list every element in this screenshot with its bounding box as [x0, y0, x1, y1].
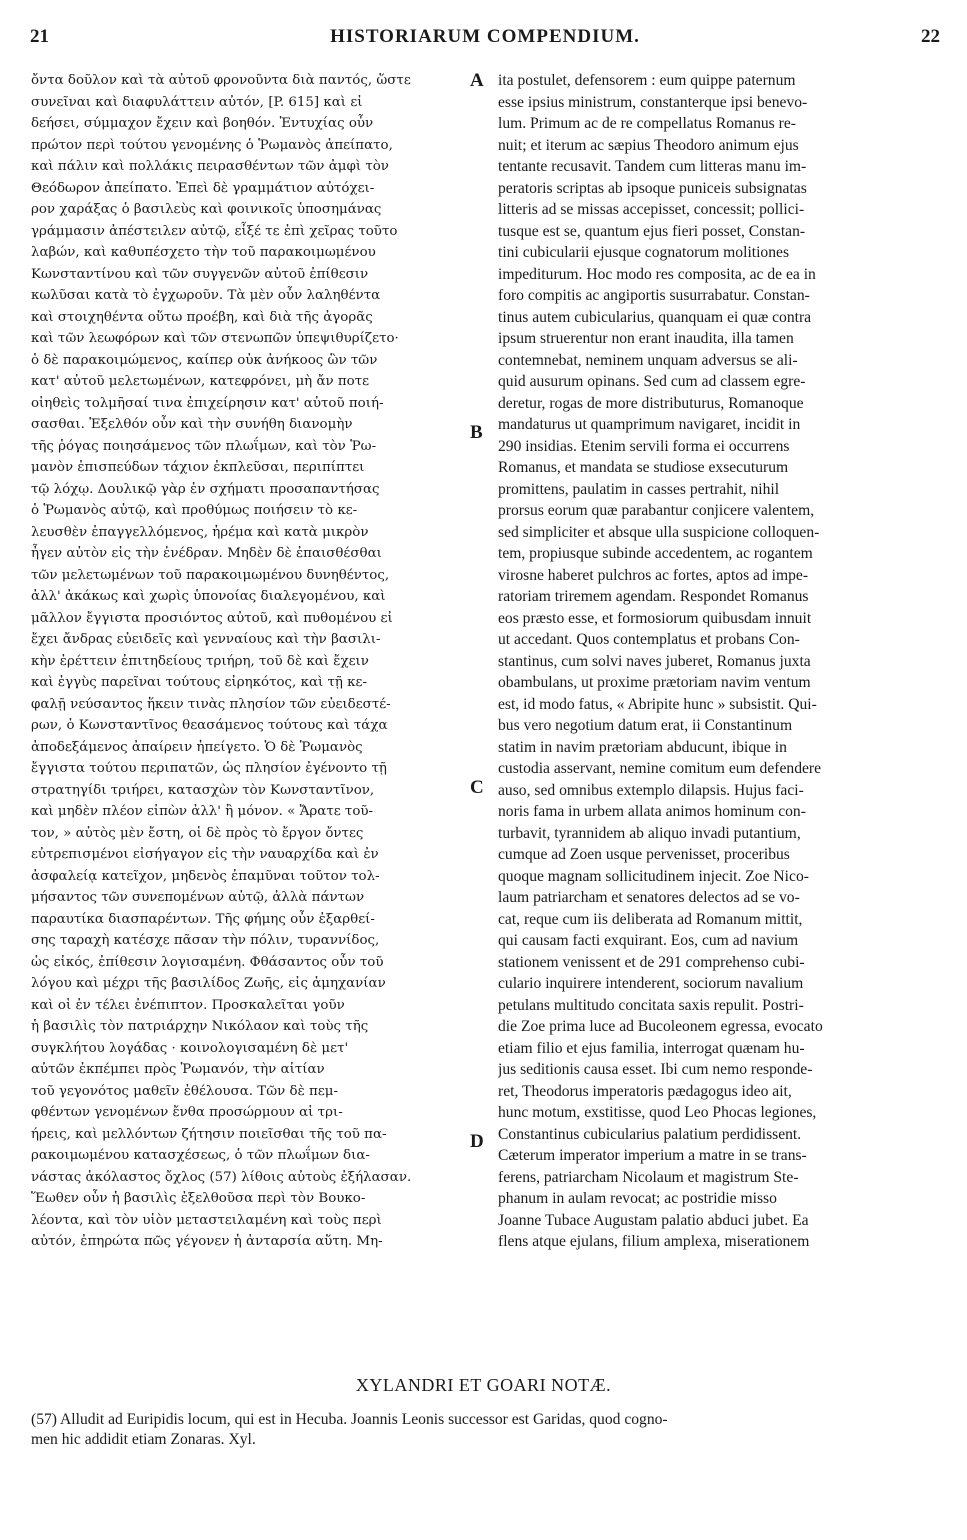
page-number-right: 22	[921, 26, 940, 47]
greek-text-line: παραυτίκα διασπαρέντων. Τῆς φήμης οὖν ἐξαρθεί-	[31, 911, 375, 927]
latin-text-line: mandaturus ut quamprimum navigaret, incidit in	[498, 416, 801, 433]
latin-text-line: phanum in aulam revocat; ac postridie misso	[498, 1190, 777, 1207]
greek-text-line: ρων, ὁ Κωνσταντῖνος θεασάμενος τούτους καὶ τάχα	[31, 718, 388, 733]
greek-text-line: ἔχει ἄνδρας εὐειδεῖς καὶ γενναίους καὶ τὴν βασιλι-	[31, 632, 381, 647]
greek-text-line: φαλῇ νεύσαντος ἥκειν τινὰς πλησίον τῶν εὐειδεστέ-	[31, 696, 391, 712]
greek-text-line: καὶ μηδὲν πλέον εἰπὼν ἀλλ' ἢ μόνον. « Ἄρατε τοῦ-	[31, 804, 374, 819]
latin-text-line: turbavit, tyrannidem ab aliquo invadi putantium,	[498, 824, 801, 842]
notes-heading: XYLANDRI ET GOARI NOTÆ.	[355, 1375, 612, 1395]
greek-text-line: ρακοιμωμένου κατασχέσεως, ὁ τῶν πλωΐμων δια-	[31, 1148, 370, 1163]
greek-text-line: ἔγγιστα τούτου περιπατῶν, ὡς πλησίον ἐγένοντο τῇ	[31, 761, 387, 776]
latin-text-line: stationem venissent et de 291 comprehenso cubi-	[498, 953, 805, 971]
greek-text-line: κωλῦσαι κατὰ τὸ ἐγχωροῦν. Τὰ μὲν οὖν λαληθέντα	[31, 288, 381, 303]
greek-text-line: μανὸν ἐπισπεύδων τάχιον ἐκπλεῦσαι, περιπίπτει	[31, 460, 365, 475]
greek-text-line: Ἕωθεν οὖν ἡ βασιλὶς ἐξελθοῦσα περὶ τὸν Βουκο-	[31, 1191, 366, 1206]
greek-text-line: καὶ ἐγγὺς παρεῖναι τούτους εἰρηκότος, καὶ τῇ κε-	[31, 675, 368, 690]
latin-text-line: die Zoe prima luce ad Bucoleonem egressa, evocato	[498, 1018, 823, 1035]
latin-text-line: flens atque ejulans, filium amplexa, miserationem	[498, 1233, 810, 1250]
footnote	[31, 1410, 941, 1450]
latin-text-line: impediturum. Hoc modo res composita, ac de ea in	[498, 265, 816, 283]
greek-text-line: μᾶλλον ἔγγιστα προσιόντος αὐτοῦ, καὶ πυθομένου εἰ	[31, 610, 393, 626]
greek-text-line: καὶ στοιχηθέντα οὕτω προέβη, καὶ διὰ τῆς ἀγορᾶς	[31, 309, 373, 325]
greek-text-line: καὶ πάλιν καὶ πολλάκις πειρασθέντων τῶν ἀμφὶ τὸν	[31, 159, 389, 174]
latin-text-line: lum. Primum ac de re compellatus Romanus re-	[498, 115, 796, 132]
greek-text-line: κὴν ἐρέττειν ἐπιτηδείους τριήρη, τοῦ δὲ καὶ ἔχειν	[31, 653, 369, 669]
latin-text-line: laum patriarcham et senatores delectos ad se vo-	[498, 889, 800, 906]
greek-text-line: αὐτόν, ἐπηρώτα πῶς γέγονεν ἡ ἀνταρσία αὕτη. Μη-	[31, 1234, 383, 1249]
greek-text-line: ὡς εἰκός, ἐπίθεσιν λογισαμένη. Φθάσαντος οὖν τοῦ	[31, 954, 384, 970]
latin-text-line: cumque ad Zoen usque pervenisset, proceribus	[498, 846, 790, 863]
latin-text-line: Constantinus cubicularius palatium perdidissent.	[498, 1125, 802, 1143]
greek-text-line: ἀλλ' ἀκάκως καὶ χωρὶς ὑπονοίας διαλεγομένου, καὶ	[31, 589, 386, 604]
running-header	[30, 26, 940, 58]
section-marker-c: C	[470, 777, 484, 798]
latin-text-line: auso, sed omnibus extemplo dilapsis. Hujus faci-	[498, 781, 804, 799]
latin-text-line: bus vero negotium datum erat, ii Constantinum	[498, 717, 793, 734]
greek-text-line: ὄντα δοῦλον καὶ τὰ αὐτοῦ φρονοῦντα διὰ παντός, ὥστε	[31, 73, 411, 88]
latin-text-line: est, id modo fatus, « Abripite hunc » subsistit. Qui-	[498, 695, 817, 713]
latin-text-line: quoque magnam sollicitudinem injecit. Zoe Nico-	[498, 867, 809, 885]
latin-text-line: Romanus, et mandata se studiose exsecuturum	[498, 459, 789, 476]
greek-text-line: λαβών, καὶ καθυπέσχετο τὴν τοῦ παρακοιμωμένου	[31, 245, 376, 260]
latin-text-line: jus seditionis causa esset. Ibi cum nemo responde-	[498, 1061, 813, 1078]
greek-text-line: δεήσει, σύμμαχον ἔχειν καὶ βοηθόν. Ἐντυχίας οὖν	[31, 116, 374, 131]
greek-text-line: γράμμασιν ἀπέστειλεν αὐτῷ, εἶξέ τε ἐπὶ χεῖρας τοῦτο	[31, 223, 398, 239]
running-title: HISTORIARUM COMPENDIUM.	[330, 26, 640, 47]
latin-text-line: peratoris scriptas ab ipsoque puniceis subsignatas	[498, 179, 807, 197]
section-marker-d: D	[470, 1131, 484, 1152]
greek-text-line: ὁ δὲ παρακοιμώμενος, καίπερ οὐκ ἀνήκοος ὢν τῶν	[31, 352, 378, 368]
greek-text-line: συγκλήτου λογάδας · κοινολογισαμένη δὲ μετ'	[31, 1040, 349, 1056]
latin-text-line: stantinus, cum solvi naves juberet, Romanus juxta	[498, 652, 811, 670]
greek-text-line: συνεῖναι καὶ διαφυλάττειν αὐτόν, [P. 615] καὶ εἰ	[31, 94, 363, 110]
greek-text-line: τῆς ῥόγας ποιησάμενος τῶν πλωΐμων, καὶ τὸν Ῥω-	[31, 438, 377, 454]
greek-text-line: εὐτρεπισμένοι εἰσήγαγον εἰς τὴν ναυαρχίδα καὶ ἐν	[31, 847, 379, 862]
greek-text-column	[31, 70, 489, 1253]
latin-text-line: contemnebat, neminem unquam adversus se ali-	[498, 351, 798, 369]
greek-text-line: ἦγεν αὐτὸν εἰς τὴν ἐνέδραν. Μηδὲν δὲ ἐπαισθέσθαι	[31, 546, 382, 561]
latin-text-line: prorsus eorum quæ parabantur conjicere valentem,	[498, 502, 815, 519]
latin-text-line: litteris ad se missas accepisset, concessit; pollici-	[498, 201, 805, 218]
latin-text-line: 290 insidias. Etenim servili forma ei occurrens	[498, 437, 790, 455]
greek-text-line: μήσαντος τῶν συνεπομένων αὐτῷ, ἀλλὰ πάντων	[31, 890, 365, 905]
greek-text-line: σης ταραχὴ κατέσχε πᾶσαν τὴν πόλιν, τυραννίδος,	[31, 933, 380, 948]
greek-text-line: τον, » αὐτὸς μὲν ἔστη, οἱ δὲ πρὸς τὸ ἔργον ὄντες	[31, 825, 364, 841]
greek-text-line: καὶ οἱ ἐν τέλει ἐνέπιπτον. Προσκαλεῖται γοῦν	[31, 997, 345, 1013]
page-number-left: 21	[30, 26, 49, 47]
latin-text-line: esse ipsius ministrum, constanterque ipsi benevo-	[498, 93, 808, 111]
latin-text-line: Cæterum imperator imperium a matre in se trans-	[498, 1147, 807, 1164]
greek-text-line: τῶν μελετωμένων τοῦ παρακοιμωμένου δυνηθέντος,	[31, 567, 390, 583]
latin-text-column	[498, 70, 942, 1253]
latin-text-line: custodia asservant, nemine comitum eum defendere	[498, 760, 822, 777]
latin-text-line: eos præsto esse, et formosiorum quibusdam innuit	[498, 609, 812, 627]
greek-text-line: λέοντα, καὶ τὸν υἱὸν μεταστειλαμένη καὶ τοὺς περὶ	[31, 1212, 382, 1228]
section-marker-b: B	[470, 422, 483, 443]
latin-text-line: sed simpliciter et absque ulla suspicione colloquen-	[498, 523, 820, 541]
greek-text-line: ἡ βασιλὶς τὸν πατριάρχην Νικόλαον καὶ τοὺς τῆς	[31, 1019, 369, 1034]
greek-text-line: ήρεις, καὶ μελλόντων ζήτησιν ποιεῖσθαι τῆς τοῦ πα-	[31, 1126, 387, 1142]
latin-text-line: hunc motum, exstitisse, quod Leo Phocas legiones,	[498, 1104, 817, 1121]
greek-text-line: τοῦ γεγονότος μαθεῖν ἐθέλουσα. Τῶν δὲ πεμ-	[31, 1083, 338, 1099]
latin-text-line: etiam filio et ejus familia, interrogat quænam hu-	[498, 1039, 805, 1057]
section-marker-a: A	[470, 70, 484, 91]
greek-text-line: φθέντων γενομένων ἔνθα προσώρμουν αἱ τρι-	[31, 1105, 343, 1120]
footnote-line: men hic addidit etiam Zonaras. Xyl.	[31, 1431, 256, 1448]
latin-text-line: ret, Theodorus imperatoris pædagogus ideo ait,	[498, 1082, 792, 1100]
latin-text-line: Joanne Tubace Augustam palatio abduci jubet. Ea	[498, 1211, 809, 1229]
latin-text-line: ut accedant. Quos contemplatus et probans Con-	[498, 631, 800, 648]
latin-text-line: ita postulet, defensorem : eum quippe paternum	[498, 72, 796, 89]
greek-text-line: καὶ τῶν λεωφόρων καὶ τῶν στενωπῶν ὑπεψιθυρίζετο·	[31, 331, 399, 346]
latin-text-line: ferens, patriarcham Nicolaum et magistrum Ste-	[498, 1168, 799, 1186]
latin-text-line: obambulans, ut proxime prætoriam navim ventum	[498, 674, 811, 691]
greek-text-line: οἰηθεὶς τολμῆσαί τινα ἐπιχείρησιν κατ' αὐτοῦ ποιή-	[31, 395, 384, 411]
greek-text-line: λευσθὲν ἐπαγγελλόμενος, ἠρέμα καὶ κατὰ μικρὸν	[31, 524, 369, 540]
greek-text-line: αὐτῶν ἐκπέμπει πρὸς Ῥωμανόν, τὴν αἰτίαν	[31, 1062, 325, 1077]
footnote-line: (57) Alludit ad Euripidis locum, qui est in Hecuba. Joannis Leonis successor est Garidas, quod cogno-	[31, 1411, 668, 1428]
latin-text-line: tentante recusavit. Tandem cum litteras manu im-	[498, 158, 807, 175]
latin-text-line: tem, propiusque subinde accedentem, ac rogantem	[498, 545, 813, 562]
greek-text-line: σασθαι. Ἐξελθόν οὖν καὶ τὴν συνήθη διανομὴν	[31, 417, 353, 432]
greek-text-line: λόγου καὶ μέχρι τῆς βασιλίδος Ζωῆς, εἰς ἀμηχανίαν	[31, 976, 386, 991]
greek-text-line: τῷ λόχῳ. Δουλικῷ γὰρ ἐν σχήματι προσαπαντήσας	[31, 481, 380, 497]
latin-text-line: virosne haberet pulchros ac fortes, aptos ad impe-	[498, 566, 809, 584]
latin-text-line: foro compitis ac angiportis susurrabatur. Constan-	[498, 287, 810, 304]
latin-text-line: nuit; et iterum ac sæpius Theodoro animum ejus	[498, 136, 799, 154]
latin-text-line: tinus autem cubicularius, quanquam ei quæ contra	[498, 308, 812, 326]
latin-text-line: quid ausurum opinans. Sed cum ad classem egre-	[498, 373, 806, 390]
latin-text-line: tini cubicularii ejusque cognatorum molitiones	[498, 244, 790, 261]
latin-text-line: qui causam facti exquirant. Eos, cum ad navium	[498, 932, 799, 949]
latin-text-line: tusque est se, quantum ejus fieri posset, Constan-	[498, 222, 806, 240]
latin-text-line: promittens, paulatim in casses pertrahit, nihil	[498, 480, 780, 498]
greek-text-line: ἀσφαλείᾳ κατεῖχον, μηδενὸς ἐπαμῦναι τοῦτον τολ-	[31, 868, 380, 884]
greek-text-line: ὁ Ῥωμανὸς αὐτῷ, καὶ προθύμως ποιήσειν τὸ κε-	[31, 503, 358, 518]
greek-text-line: ἀποδεξάμενος ἀπαίρειν ἠπείγετο. Ὁ δὲ Ῥωμανὸς	[31, 739, 363, 755]
latin-text-line: culario inquirere intenderent, sociorum navalium	[498, 975, 804, 992]
greek-text-line: νάστας ἀκόλαστος ὄχλος (57) λίθοις αὐτοὺς ἐξήλασαν.	[31, 1169, 412, 1185]
greek-text-line: πρώτον περὶ τούτου γενομένης ὁ Ῥωμανὸς ἀπείπατο,	[31, 137, 393, 153]
latin-text-line: statim in navim prætoriam abducunt, ibique in	[498, 738, 787, 756]
greek-text-line: Κωνσταντίνου καὶ τῶν συγγενῶν αὐτοῦ ἐπίθεσιν	[31, 266, 369, 282]
latin-text-line: noris fama in urbem allata animos hominum con-	[498, 803, 806, 820]
latin-text-line: ratoriam triremem agendam. Respondet Romanus	[498, 588, 809, 605]
latin-text-line: deretur, rogas de more distributurus, Romanoque	[498, 394, 804, 412]
latin-text-line: petulans multitudo concitata saxis repulit. Postri-	[498, 996, 804, 1014]
greek-text-line: Θεόδωρον ἀπείπατο. Ἐπεὶ δὲ γραμμάτιον αὐτόχει-	[31, 180, 375, 196]
latin-text-line: cat, reque cum iis deliberata ad Romanum mittit,	[498, 910, 803, 928]
greek-text-line: κατ' αὐτοῦ μελετωμένων, κατεφρόνει, μὴ ἄν ποτε	[31, 374, 370, 389]
greek-text-line: στρατηγίδι τριήρει, κατασχὼν τὸν Κωνσταντῖνον,	[31, 782, 375, 798]
greek-text-line: ρον χαράξας ὁ βασιλεὺς καὶ φοινικοῖς ὑποσημάνας	[31, 202, 382, 217]
latin-text-line: ipsum struerentur non erant inaudita, illa tamen	[498, 330, 794, 347]
